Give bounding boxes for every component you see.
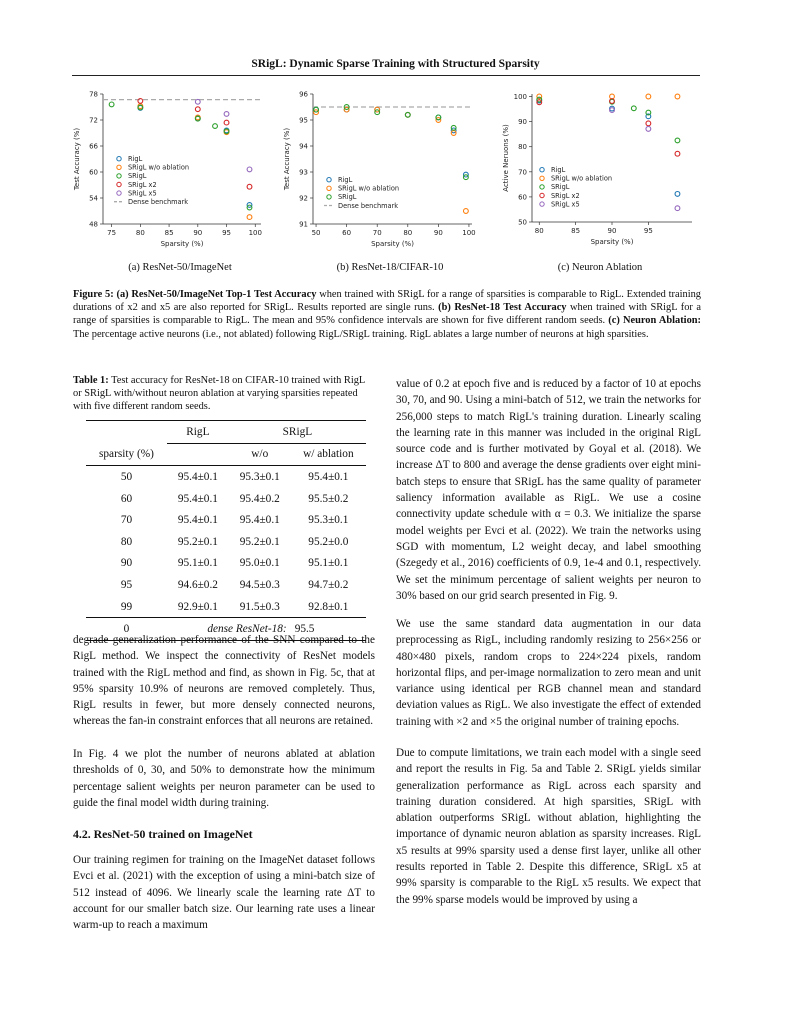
y-tick-label: 100 xyxy=(513,93,527,102)
right-paragraph-2: We use the same standard data augmentation in our data preprocessing as RigL, including randomly resizing to 256×256 or 480×480 pixels, random crops to 224×224 pixels, random horizontal flips, and per-image normalization to zero mean and unit variance using identical per RGB channel mean and standard deviation values as RigL. We also investigate the effect of extended training with ×2 and ×5 the original number of training epochs. xyxy=(396,618,701,728)
y-tick-label: 91 xyxy=(299,220,308,229)
x-tick-label: 75 xyxy=(107,229,117,237)
y-tick-label: 54 xyxy=(89,194,98,203)
legend-label: Dense benchmark xyxy=(128,198,189,206)
right-paragraph-3: Due to compute limitations, we train each model with a single seed and report the results in Fig. 5a and Table 2. SRigL yields similar generalization performance as RigL across each sparsity and training duration considered. At high sparsities, SRigL with ablation outperforms SRigL without ablation, highlighting the importance of dynamic neuron ablation as sparsity increases. RigL x5 results at 99% sparsity used a dense first layer, unlike all other results reported in Table 2. Despite this difference, SRigL x5 at 99% sparsity is comparable to the RigL x5 results. We expect that the 99% sparse models would be improved by using a xyxy=(396,747,701,906)
x-tick-label: 90 xyxy=(193,229,203,237)
y-tick-label: 78 xyxy=(89,90,98,99)
legend-label: SRigL w/o ablation xyxy=(128,163,190,172)
table-row: 90 95.1±0.1 95.0±0.1 95.1±0.1 xyxy=(120,557,349,570)
x-tick-label: 70 xyxy=(372,229,382,237)
y-axis-label: Active Neruons (%) xyxy=(502,124,510,192)
legend-label: SRigL xyxy=(551,183,570,192)
header-rule xyxy=(72,75,700,76)
data-point xyxy=(195,99,200,104)
legend-label: RigL xyxy=(128,155,143,163)
caption-a-text: when trained with SRigL for a range of sparsities is comparable to RigL. Extended training durations of x2 and x5 are also reported for SRigL. Results reported are single runs. xyxy=(73,289,701,314)
x-tick-label: 90 xyxy=(433,229,443,237)
data-point xyxy=(463,209,468,214)
table-row: 80 95.2±0.1 95.2±0.1 95.2±0.0 xyxy=(120,535,349,548)
y-tick-label: 50 xyxy=(518,218,527,227)
subcaption-c: (c) Neuron Ablation xyxy=(557,262,643,273)
legend-label: SRigL x2 xyxy=(551,191,580,200)
right-paragraph-1: value of 0.2 at epoch five and is reduced by a factor of 10 at epochs 30, 70, and 90. Using a mini-batch of 512, we train the networks for 256,000 steps to match RigL's training duration. Linearly scaling the learning rate in this manner was included in the original RigL source code and is further motivated by Goyal et al. (2018). We increase ΔT to 800 and average the dense gradients over eight mini-batch steps to ensure that SRigL has the same quality of parameter saliency information available as RigL. We use a cosine connectivity update schedule with α = 0.3. We initialize the sparse model weights per Evci et al. (2022). We train the networks using SGD with momentum, L2 weight decay, and label smoothing (Szegedy et al., 2016) coefficients of 0.9, 1e-4 and 0.1, respectively. We set the minimum percentage of salient weights per neuron to 30% based on our grid search presented in Fig. 9. xyxy=(396,378,701,602)
data-point xyxy=(213,124,218,129)
x-tick-label: 100 xyxy=(248,229,262,237)
legend-label: SRigL w/o ablation xyxy=(338,184,400,193)
y-tick-label: 70 xyxy=(518,168,527,177)
x-tick-label: 80 xyxy=(534,227,544,235)
results-table xyxy=(86,420,366,641)
th-wo: w/o xyxy=(251,448,269,461)
section-heading: 4.2. ResNet-50 trained on ImageNet xyxy=(73,827,253,841)
table-caption xyxy=(73,375,375,413)
legend-label: RigL xyxy=(551,166,566,174)
y-tick-label: 90 xyxy=(518,118,527,127)
caption-c-text: The percentage active neurons (i.e., not ablated) following RigL/SRigL training. RigL ablates a large number of neurons at high sparsities. xyxy=(73,328,649,340)
y-tick-label: 48 xyxy=(89,220,98,229)
running-header: SRigL: Dynamic Sparse Training with Structured Sparsity xyxy=(251,58,540,70)
legend-marker xyxy=(117,182,121,186)
legend-marker xyxy=(540,168,544,172)
x-tick-label: 95 xyxy=(222,229,231,237)
th-with-ablation: w/ ablation xyxy=(303,448,354,461)
data-point xyxy=(646,126,651,131)
legend-marker xyxy=(327,178,331,182)
left-paragraph-3: Our training regimen for training on the ImageNet dataset follows Evci et al. (2021) with the exception of using a mini-batch size of 512 instead of 4096. We linearly scale the learning rate ΔT to account for our smaller batch size. Our learning rate uses a linear warm-up to reach a maximum xyxy=(73,854,375,932)
data-point xyxy=(646,121,651,126)
y-tick-label: 94 xyxy=(299,142,308,151)
data-point xyxy=(138,99,143,104)
legend-marker xyxy=(117,174,121,178)
x-tick-label: 95 xyxy=(643,227,653,235)
legend-label: SRigL xyxy=(128,172,147,181)
chart-resnet50-imagenet xyxy=(70,84,270,254)
th-sparsity: sparsity (%) xyxy=(99,448,154,461)
table-caption-text: Test accuracy for ResNet-18 on CIFAR-10 trained with RigL or SRigL with/without neuron ablation at varying sparsities repeated with five different random seeds. xyxy=(73,375,365,412)
x-tick-label: 50 xyxy=(311,229,321,237)
legend-label: SRigL x5 xyxy=(128,189,157,198)
x-axis-label: Sparsity (%) xyxy=(371,240,414,248)
legend-marker xyxy=(327,186,331,190)
y-tick-label: 60 xyxy=(89,168,98,177)
th-rigl: RigL xyxy=(167,421,229,444)
x-tick-label: 60 xyxy=(342,229,352,237)
data-point xyxy=(646,94,651,99)
figure-caption xyxy=(73,288,701,341)
y-tick-label: 60 xyxy=(518,193,527,202)
data-point xyxy=(109,102,114,107)
th-srigl: SRigL xyxy=(229,421,366,444)
table-row: 60 95.4±0.1 95.4±0.2 95.5±0.2 xyxy=(120,492,349,505)
caption-c-label: (c) Neuron Ablation: xyxy=(608,315,702,327)
data-point xyxy=(675,94,680,99)
table-row: 70 95.4±0.1 95.4±0.1 95.3±0.1 xyxy=(120,514,349,527)
caption-b-text: when trained with SRigL for a range of sparsities is comparable to RigL. The mean and 95% confidence intervals are shown for five different random seeds. xyxy=(73,302,701,327)
legend-marker xyxy=(117,165,121,169)
y-tick-label: 96 xyxy=(299,90,308,99)
data-point xyxy=(675,206,680,211)
figure-label: Figure 5: xyxy=(73,289,114,300)
subcaption-b: (b) ResNet-18/CIFAR-10 xyxy=(336,262,444,273)
y-tick-label: 93 xyxy=(299,168,308,177)
x-axis-label: Sparsity (%) xyxy=(590,238,634,246)
y-axis-label: Test Accuracy (%) xyxy=(73,127,81,191)
x-tick-label: 85 xyxy=(571,227,581,235)
data-point xyxy=(675,151,680,156)
x-tick-label: 85 xyxy=(164,229,174,237)
legend-marker xyxy=(540,193,544,197)
data-point xyxy=(405,112,410,117)
legend-marker xyxy=(540,202,544,206)
data-point xyxy=(195,107,200,112)
data-point xyxy=(247,184,252,189)
legend-label: SRigL w/o ablation xyxy=(551,174,613,183)
left-paragraph-1: degrade generalization performance of the SNN compared to the RigL method. We inspect the connectivity of ResNet models trained with the RigL method and find, as shown in Fig. 5c, that at 95% sparsity 10.9% of neurons are removed completely. Thus, RigL results in fewer, but more densely connected neurons, whereas the fan-in constraint enforces that all neurons are retained. xyxy=(73,634,375,728)
legend-marker xyxy=(117,191,121,195)
legend-label: SRigL x5 xyxy=(551,200,580,209)
legend-label: Dense benchmark xyxy=(338,201,399,210)
data-point xyxy=(224,120,229,125)
x-tick-label: 100 xyxy=(462,229,476,237)
table-dense-row: 0 dense ResNet-18: 95.5 xyxy=(86,618,366,641)
caption-b-label: (b) ResNet-18 Test Accuracy xyxy=(438,302,567,314)
left-paragraph-2: In Fig. 4 we plot the number of neurons ablated at ablation thresholds of 0, 30, and 50% to demonstrate how the minimum percentage salient weights per neuron parameter can be used to guide the final model width during training. xyxy=(73,748,375,809)
y-tick-label: 72 xyxy=(89,116,98,125)
data-point xyxy=(224,112,229,117)
caption-a-label: (a) ResNet-50/ImageNet Top-1 Test Accuracy xyxy=(116,289,317,300)
x-tick-label: 80 xyxy=(403,229,413,237)
legend-marker xyxy=(540,185,544,189)
x-tick-label: 90 xyxy=(607,227,617,235)
y-axis-label: Test Accuracy (%) xyxy=(283,127,291,191)
data-point xyxy=(247,167,252,172)
y-tick-label: 95 xyxy=(299,116,308,125)
data-point xyxy=(675,138,680,143)
legend-marker xyxy=(540,176,544,180)
chart-neuron-ablation xyxy=(494,84,704,254)
data-point xyxy=(631,106,636,111)
legend-label: SRigL x2 xyxy=(128,180,157,189)
y-tick-label: 92 xyxy=(299,194,308,203)
y-tick-label: 80 xyxy=(518,143,527,152)
x-tick-label: 80 xyxy=(135,229,145,237)
legend-marker xyxy=(327,195,331,199)
legend-marker xyxy=(117,157,121,161)
table-row: 99 92.9±0.1 91.5±0.3 92.8±0.1 xyxy=(86,596,366,618)
table-row: 95 94.6±0.2 94.5±0.3 94.7±0.2 xyxy=(120,578,349,591)
data-point xyxy=(247,215,252,220)
x-axis-label: Sparsity (%) xyxy=(160,240,204,248)
chart-resnet18-cifar10 xyxy=(282,84,482,254)
legend-label: SRigL xyxy=(338,193,357,202)
y-tick-label: 66 xyxy=(89,142,98,151)
subcaption-a: (a) ResNet-50/ImageNet xyxy=(128,262,232,273)
table-row: 50 95.4±0.1 95.3±0.1 95.4±0.1 xyxy=(120,470,349,483)
legend-label: RigL xyxy=(338,176,353,184)
table-label: Table 1: xyxy=(73,375,109,386)
data-point xyxy=(675,191,680,196)
